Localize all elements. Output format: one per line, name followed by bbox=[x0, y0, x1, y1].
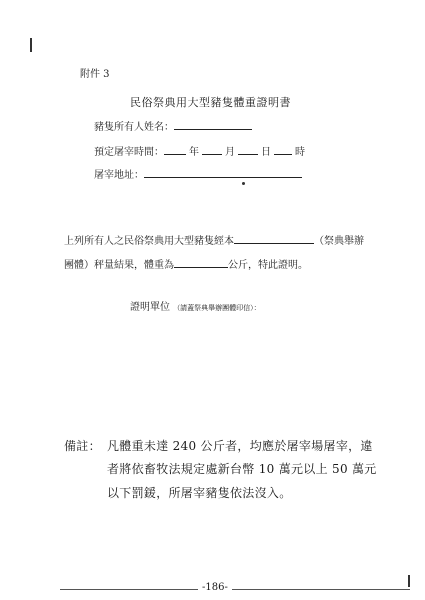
schedule-label: 預定屠宰時間： bbox=[94, 147, 164, 158]
month-blank bbox=[202, 145, 222, 155]
attachment-label: 附件 3 bbox=[80, 69, 110, 80]
scan-mark-left bbox=[30, 38, 32, 52]
owner-name-label: 豬隻所有人姓名： bbox=[94, 122, 174, 133]
statement-line-2 bbox=[64, 258, 308, 272]
statement-line-1-prefix: 上列所有人之民俗祭典用大型豬隻經本 bbox=[64, 236, 234, 247]
address-blank bbox=[144, 168, 302, 178]
hour-label: 時 bbox=[295, 147, 305, 158]
certifier-note: （請蓋祭典舉辦團體印信）： bbox=[173, 304, 261, 312]
statement-line-2-prefix: 團體）秤量結果，體重為 bbox=[64, 260, 174, 271]
address-label: 屠宰地址： bbox=[94, 170, 144, 181]
page-number: -186- bbox=[198, 582, 232, 594]
organizer-blank bbox=[234, 234, 314, 244]
year-blank bbox=[164, 145, 186, 155]
schedule-field bbox=[94, 145, 308, 159]
remarks-label: 備註： bbox=[64, 439, 101, 453]
owner-name-field bbox=[94, 120, 252, 134]
document-title: 民俗祭典用大型豬隻體重證明書 bbox=[130, 96, 291, 109]
remarks-line-3: 以下罰鍰，所屠宰豬隻依法沒入。 bbox=[107, 486, 292, 500]
scan-dot bbox=[242, 182, 245, 185]
footer-rule bbox=[60, 589, 410, 590]
certifier-label: 證明單位 bbox=[130, 302, 170, 313]
statement-line-1-suffix: （祭典舉辦 bbox=[314, 236, 364, 247]
owner-name-blank bbox=[174, 120, 252, 130]
scan-mark-right bbox=[408, 575, 410, 587]
month-label: 月 bbox=[225, 147, 235, 158]
statement-line-1 bbox=[64, 234, 364, 248]
year-label: 年 bbox=[189, 147, 199, 158]
weight-blank bbox=[174, 258, 228, 268]
hour-blank bbox=[274, 145, 292, 155]
address-field bbox=[94, 168, 302, 182]
day-blank bbox=[238, 145, 258, 155]
remarks-line-2: 者將依畜牧法規定處新台幣 10 萬元以上 50 萬元 bbox=[107, 462, 377, 476]
statement-line-2-suffix: 公斤，特此證明。 bbox=[228, 260, 308, 271]
certifier-field bbox=[130, 302, 261, 314]
day-label: 日 bbox=[261, 147, 271, 158]
remarks-line-1: 凡體重未達 240 公斤者，均應於屠宰場屠宰，違 bbox=[107, 439, 373, 453]
